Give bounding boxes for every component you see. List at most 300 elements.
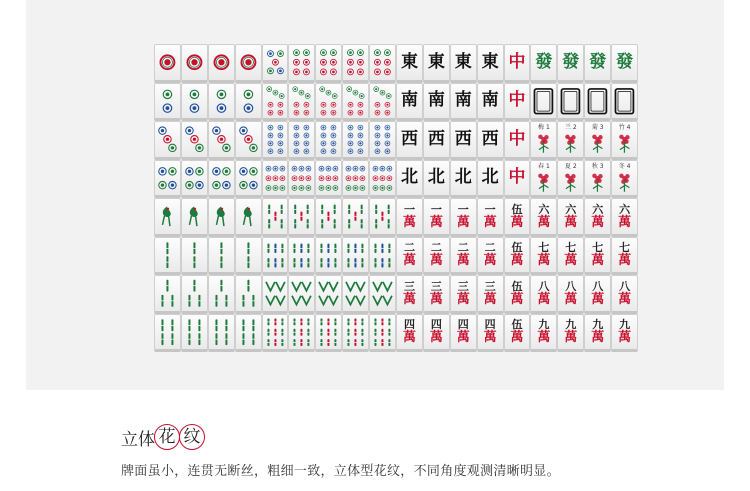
wind-char: 東 — [481, 51, 499, 72]
character-suit-tile — [396, 198, 423, 237]
dot-circle — [266, 185, 271, 190]
character-number: 四 — [430, 318, 442, 332]
dot-circle — [387, 185, 392, 190]
dot-circle — [304, 69, 310, 75]
dot-circle — [190, 90, 198, 98]
character-suit-tile — [423, 314, 450, 353]
character-suit-tile — [584, 237, 611, 276]
circle-suit-tile — [208, 160, 235, 199]
dot-circle — [164, 136, 171, 143]
dot-circle — [358, 149, 363, 154]
white-dragon-tile — [611, 83, 638, 122]
character-suit-tile — [504, 237, 531, 276]
character-number: 三 — [457, 279, 469, 293]
dot-circle — [353, 175, 358, 180]
dot-circle — [386, 93, 391, 98]
flower-tile — [584, 121, 611, 160]
character-number: 六 — [538, 202, 550, 216]
circle-suit-tile — [154, 160, 181, 199]
dot-circle — [373, 166, 378, 171]
circle-suit-tile — [342, 160, 369, 199]
dot-circle — [380, 166, 385, 171]
character-number: 二 — [403, 241, 415, 255]
dot-circle — [277, 68, 283, 74]
dot-circle — [304, 141, 309, 146]
bamboo-stick — [356, 296, 365, 305]
dot-circle — [277, 51, 283, 57]
character-suit-tile — [423, 198, 450, 237]
wind-tile — [423, 44, 450, 83]
circle-suit-tile — [154, 121, 181, 160]
green-dragon-char: 發 — [616, 51, 634, 72]
dot-circle — [319, 166, 324, 171]
wind-char: 南 — [454, 90, 472, 111]
dot-circle — [279, 185, 284, 190]
circle-suit-tile — [288, 83, 315, 122]
wind-tile — [450, 83, 477, 122]
bamboo-stick — [319, 296, 328, 305]
bamboo-stick — [346, 296, 355, 305]
dot-circle — [249, 144, 256, 151]
dot-circle — [321, 125, 326, 130]
dot-circle — [348, 141, 353, 146]
dot-circle — [375, 50, 381, 56]
dot-circle — [375, 125, 380, 130]
character-number: 七 — [592, 241, 604, 255]
bamboo-stick — [292, 282, 301, 291]
red-dragon-tile — [504, 44, 531, 83]
dot-circle — [304, 149, 309, 154]
green-dragon-tile — [584, 44, 611, 83]
dot-circle — [306, 175, 311, 180]
bamboo-suit-tile — [315, 314, 342, 353]
character-number: 一 — [457, 202, 469, 216]
dot-circle — [326, 90, 331, 95]
season-tile — [611, 160, 638, 199]
dot-circle — [375, 59, 381, 65]
dot-circle — [348, 59, 354, 65]
wan-char: 萬 — [591, 291, 605, 307]
dot-circle — [306, 93, 311, 98]
wan-char: 萬 — [591, 253, 605, 269]
dot-circle — [373, 175, 378, 180]
dot-circle — [360, 185, 365, 190]
dot-circle — [273, 166, 278, 171]
character-number: 七 — [565, 241, 577, 255]
character-number: 八 — [538, 279, 550, 293]
white-dragon-tile — [530, 83, 557, 122]
wan-char: 萬 — [537, 214, 551, 230]
character-suit-tile — [477, 198, 504, 237]
circle-suit-tile — [208, 44, 235, 83]
bamboo-stick — [383, 282, 392, 291]
dot-circle — [331, 110, 336, 115]
dot-circle — [268, 141, 273, 146]
wind-char: 西 — [400, 128, 418, 149]
bamboo-stick — [276, 296, 285, 305]
dot-circle — [186, 181, 193, 188]
circle-suit-tile — [262, 160, 289, 199]
wind-char: 北 — [400, 167, 418, 188]
character-suit-tile — [530, 275, 557, 314]
bamboo-suit-tile — [288, 198, 315, 237]
bamboo-suit-tile — [154, 275, 181, 314]
dot-circle — [279, 166, 284, 171]
dot-circle — [267, 51, 273, 57]
tile-corner-label: 秋 3 — [591, 162, 604, 170]
dot-circle — [294, 149, 299, 154]
character-number: 九 — [538, 318, 550, 332]
wind-tile — [396, 160, 423, 199]
character-number: 三 — [403, 279, 415, 293]
dot-circle — [331, 102, 336, 107]
character-suit-tile — [477, 275, 504, 314]
circle-suit-tile — [369, 83, 396, 122]
red-dragon-tile — [504, 121, 531, 160]
dot-circle — [360, 175, 365, 180]
circle-suit-tile — [315, 121, 342, 160]
wan-char: 萬 — [564, 330, 578, 346]
character-suit-tile — [557, 275, 584, 314]
character-suit-tile — [396, 314, 423, 353]
wan-char: 萬 — [510, 214, 524, 230]
dot-circle — [294, 69, 300, 75]
flower-tile — [530, 121, 557, 160]
dot-circle — [268, 133, 273, 138]
wan-char: 萬 — [537, 291, 551, 307]
wan-char: 萬 — [618, 291, 632, 307]
dot-circle — [294, 59, 300, 65]
green-dragon-tile — [530, 44, 557, 83]
dot-circle — [321, 133, 326, 138]
character-number: 七 — [538, 241, 550, 255]
dot-circle — [222, 144, 229, 151]
bamboo-stick — [346, 282, 355, 291]
dot-circle — [380, 175, 385, 180]
wind-char: 南 — [481, 90, 499, 111]
feature-description: 牌面虽小，连贯无断丝，粗细一致，立体型花纹，不同角度观测清晰明显。 — [121, 464, 560, 479]
bamboo-suit-tile — [342, 198, 369, 237]
wan-char: 萬 — [456, 330, 470, 346]
dot-circle — [385, 59, 391, 65]
circle-suit-tile — [154, 83, 181, 122]
dot-circle — [333, 166, 338, 171]
wan-char: 萬 — [402, 214, 416, 230]
red-dragon-char: 中 — [508, 51, 526, 72]
bamboo-suit-tile — [369, 275, 396, 314]
dot-circle — [353, 185, 358, 190]
dot-circle — [346, 185, 351, 190]
red-dragon-char: 中 — [508, 167, 526, 188]
dot-circle — [190, 103, 198, 111]
dot-circle — [346, 166, 351, 171]
dot-circle — [267, 68, 273, 74]
character-number: 四 — [457, 318, 469, 332]
dot-circle — [277, 102, 282, 107]
dot-circle — [239, 127, 246, 134]
dot-circle — [217, 90, 225, 98]
dot-circle — [348, 133, 353, 138]
dot-circle — [326, 166, 331, 171]
dot-circle — [266, 86, 271, 91]
bamboo-suit-tile — [288, 314, 315, 353]
heading-circled-char-1: 花 — [154, 424, 180, 450]
dot-circle — [385, 110, 390, 115]
dot-circle — [359, 93, 364, 98]
wan-char: 萬 — [537, 330, 551, 346]
character-suit-tile — [396, 275, 423, 314]
dot-circle — [294, 133, 299, 138]
dot-circle — [186, 127, 193, 134]
red-dragon-char: 中 — [508, 128, 526, 149]
dot-circle — [385, 102, 390, 107]
dot-circle — [273, 175, 278, 180]
dot-circle — [277, 125, 282, 130]
season-tile — [557, 160, 584, 199]
bamboo-suit-tile — [342, 275, 369, 314]
character-suit-tile — [504, 198, 531, 237]
dot-circle — [239, 167, 246, 174]
circle-suit-tile — [315, 83, 342, 122]
bamboo-suit-tile — [181, 237, 208, 276]
circle-suit-tile — [262, 83, 289, 122]
dot-circle — [358, 133, 363, 138]
dot-circle — [299, 185, 304, 190]
bamboo-suit-tile — [181, 275, 208, 314]
dot-circle — [241, 55, 255, 69]
dot-circle — [348, 50, 354, 56]
wind-char: 東 — [427, 51, 445, 72]
wind-char: 北 — [454, 167, 472, 188]
dot-circle — [385, 149, 390, 154]
circle-suit-tile — [288, 121, 315, 160]
bamboo-suit-tile — [235, 198, 262, 237]
dot-circle — [160, 55, 174, 69]
circle-suit-tile — [181, 44, 208, 83]
dot-circle — [304, 102, 309, 107]
bamboo-stick — [302, 282, 311, 291]
wind-tile — [423, 83, 450, 122]
bamboo-suit-tile — [315, 237, 342, 276]
dot-circle — [348, 125, 353, 130]
bamboo-stick — [276, 282, 285, 291]
circle-suit-tile — [315, 44, 342, 83]
dot-circle — [304, 50, 310, 56]
wan-char: 萬 — [402, 330, 416, 346]
dot-circle — [306, 166, 311, 171]
dot-circle — [358, 141, 363, 146]
character-suit-tile — [450, 275, 477, 314]
dot-circle — [273, 90, 278, 95]
dot-circle — [348, 110, 353, 115]
dot-circle — [222, 167, 229, 174]
dot-circle — [163, 103, 171, 111]
dot-circle — [244, 90, 252, 98]
character-suit-tile — [504, 314, 531, 353]
dot-circle — [333, 93, 338, 98]
circle-suit-tile — [181, 83, 208, 122]
bamboo-stick — [266, 282, 275, 291]
dot-circle — [348, 102, 353, 107]
bamboo-suit-tile — [288, 237, 315, 276]
circle-suit-tile — [235, 83, 262, 122]
dot-circle — [375, 69, 381, 75]
dot-circle — [299, 175, 304, 180]
circle-suit-tile — [342, 121, 369, 160]
dot-circle — [196, 167, 203, 174]
bamboo-suit-tile — [154, 314, 181, 353]
dot-circle — [268, 125, 273, 130]
dot-circle — [249, 181, 256, 188]
dot-circle — [320, 86, 325, 91]
tile-corner-label: 冬 4 — [618, 162, 631, 170]
dot-circle — [222, 181, 229, 188]
dot-circle — [273, 185, 278, 190]
wind-tile — [396, 44, 423, 83]
dot-circle — [358, 69, 364, 75]
bamboo-suit-tile — [315, 275, 342, 314]
bamboo-suit-tile — [369, 314, 396, 353]
dot-circle — [277, 149, 282, 154]
wan-char: 萬 — [429, 330, 443, 346]
white-dragon-tile — [584, 83, 611, 122]
dot-circle — [268, 149, 273, 154]
dot-circle — [277, 133, 282, 138]
dot-circle — [304, 59, 310, 65]
tile-corner-label: 兰 2 — [564, 124, 577, 131]
character-number: 九 — [592, 318, 604, 332]
circle-suit-tile — [235, 160, 262, 199]
bamboo-suit-tile — [208, 237, 235, 276]
tile-corner-label: 菊 3 — [591, 124, 604, 131]
wind-tile — [477, 121, 504, 160]
bamboo-suit-tile — [154, 198, 181, 237]
dot-circle — [244, 103, 252, 111]
wan-char: 萬 — [537, 253, 551, 269]
dot-circle — [331, 69, 337, 75]
bamboo-suit-tile — [181, 198, 208, 237]
dot-circle — [187, 55, 201, 69]
dot-circle — [169, 167, 176, 174]
bamboo-suit-tile — [181, 314, 208, 353]
dot-circle — [196, 144, 203, 151]
dot-circle — [299, 166, 304, 171]
green-dragon-tile — [611, 44, 638, 83]
dot-circle — [387, 175, 392, 180]
circle-suit-tile — [288, 160, 315, 199]
character-number: 伍 — [511, 318, 523, 332]
dot-circle — [294, 141, 299, 146]
dot-circle — [306, 185, 311, 190]
wan-char: 萬 — [564, 253, 578, 269]
dot-circle — [239, 181, 246, 188]
dot-circle — [292, 185, 297, 190]
bamboo-stick — [319, 282, 328, 291]
dot-circle — [169, 144, 176, 151]
dot-circle — [159, 127, 166, 134]
wan-char: 萬 — [429, 291, 443, 307]
wind-tile — [477, 83, 504, 122]
dot-circle — [279, 175, 284, 180]
dot-circle — [358, 59, 364, 65]
dot-circle — [163, 90, 171, 98]
tile-corner-label: 夏 2 — [564, 162, 577, 170]
bamboo-stick — [373, 296, 382, 305]
wind-tile — [450, 44, 477, 83]
character-suit-tile — [530, 314, 557, 353]
feature-heading — [121, 424, 205, 450]
wan-char: 萬 — [483, 214, 497, 230]
dot-circle — [213, 167, 220, 174]
dot-circle — [277, 110, 282, 115]
dot-circle — [348, 149, 353, 154]
dot-circle — [353, 90, 358, 95]
dot-circle — [375, 141, 380, 146]
circle-suit-tile — [181, 121, 208, 160]
dot-circle — [385, 69, 391, 75]
bamboo-suit-tile — [342, 237, 369, 276]
dot-circle — [385, 133, 390, 138]
wind-tile — [396, 121, 423, 160]
character-number: 二 — [484, 241, 496, 255]
bamboo-stick — [292, 296, 301, 305]
dot-circle — [360, 166, 365, 171]
dot-circle — [358, 50, 364, 56]
circle-suit-tile — [369, 44, 396, 83]
wan-char: 萬 — [456, 253, 470, 269]
wan-char: 萬 — [456, 214, 470, 230]
dot-circle — [213, 127, 220, 134]
circle-suit-tile — [315, 160, 342, 199]
dot-circle — [292, 166, 297, 171]
bamboo-suit-tile — [369, 237, 396, 276]
character-number: 八 — [619, 279, 631, 293]
bamboo-stick — [329, 282, 338, 291]
wind-tile — [477, 160, 504, 199]
dot-circle — [321, 102, 326, 107]
character-number: 八 — [565, 279, 577, 293]
bamboo-suit-tile — [262, 275, 289, 314]
dot-circle — [331, 125, 336, 130]
wan-char: 萬 — [591, 330, 605, 346]
dot-circle — [266, 175, 271, 180]
dot-circle — [159, 181, 166, 188]
flower-tile — [557, 121, 584, 160]
character-suit-tile — [450, 198, 477, 237]
dot-circle — [321, 149, 326, 154]
dot-circle — [387, 166, 392, 171]
bamboo-suit-tile — [235, 237, 262, 276]
bird-icon — [163, 206, 171, 217]
bamboo-suit-tile — [342, 314, 369, 353]
dot-circle — [304, 125, 309, 130]
wind-char: 東 — [454, 51, 472, 72]
dot-circle — [217, 103, 225, 111]
red-dragon-tile — [504, 160, 531, 199]
dot-circle — [249, 167, 256, 174]
dot-circle — [385, 125, 390, 130]
bamboo-suit-tile — [208, 275, 235, 314]
wan-char: 萬 — [510, 330, 524, 346]
character-number: 伍 — [511, 279, 523, 293]
dot-circle — [346, 175, 351, 180]
bamboo-suit-tile — [208, 198, 235, 237]
character-suit-tile — [557, 314, 584, 353]
dot-circle — [272, 59, 278, 65]
character-suit-tile — [611, 237, 638, 276]
white-dragon-tile — [557, 83, 584, 122]
wan-char: 萬 — [429, 214, 443, 230]
